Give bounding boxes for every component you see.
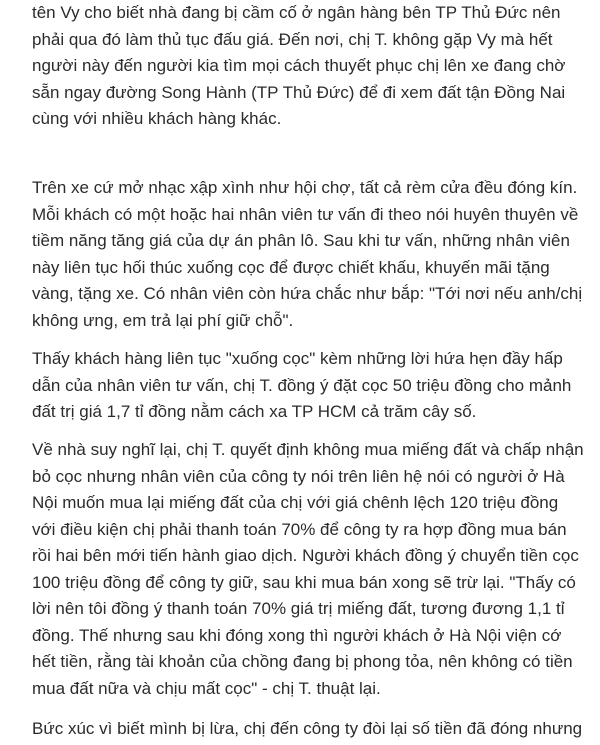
- text-line: đất trị giá 1,7 tỉ đồng nằm cách xa TP HCM cả trăm cây số.: [32, 402, 477, 421]
- paragraph-2: [32, 175, 582, 334]
- paragraph-5: [32, 716, 582, 743]
- text-line: Mỗi khách có một hoặc hai nhân viên tư vấn đi theo nói huyên thuyên về: [32, 204, 579, 224]
- text-line: cùng với nhiều khách hàng khác.: [32, 109, 282, 128]
- text-line: sẵn ngay đường Song Hành (TP Thủ Đức) để đi xem đất tận Đồng Nai: [32, 82, 566, 102]
- paragraph-1: [32, 0, 565, 133]
- text-line: với điều kiện chị phải thanh toán 70% để công ty ra hợp đồng mua bán: [32, 519, 567, 539]
- text-line: này liên tục hối thúc xuống cọc để được chiết khấu, khuyến mãi tặng: [32, 257, 550, 277]
- text-line: vàng, tặng xe. Có nhân viên còn hứa chắc như bắp: "Tới nơi nếu anh/chị: [32, 284, 583, 303]
- text-line: 100 triệu đồng để công ty giữ, sau khi mua bán xong sẽ trừ lại. "Thấy có: [32, 572, 576, 592]
- text-line: phải qua đó làm thủ tục đấu giá. Đến nơi, chị T. không gặp Vy mà hết: [32, 29, 553, 49]
- text-line: Nội muốn mua lại miếng đất của chị với giá chênh lệch 120 triệu đồng: [32, 493, 559, 512]
- text-line: Trên xe cứ mở nhạc xập xình như hội chợ, tất cả rèm cửa đều đóng kín.: [32, 178, 578, 197]
- text-line: tên Vy cho biết nhà đang bị cầm cố ở ngân hàng bên TP Thủ Đức nên: [32, 3, 561, 22]
- text-line: Thấy khách hàng liên tục "xuống cọc" kèm những lời hứa hẹn đầy hấp: [32, 349, 563, 368]
- paragraph-3: [32, 346, 571, 426]
- text-line: không ưng, em trả lại phí giữ chỗ".: [32, 310, 294, 330]
- text-line: dẫn của nhân viên tư vấn, chị T. đồng ý đặt cọc 50 triệu đồng cho mảnh: [32, 375, 572, 395]
- paragraph-4: [32, 437, 584, 702]
- text-line: người này đến người kia tìm mọi cách thuyết phục chị lên xe đang chờ: [32, 56, 566, 75]
- text-line: mua đất nữa và chịu mất cọc" - chị T. thuật lại.: [32, 678, 381, 698]
- text-line: đồng. Thế nhưng sau khi đóng xong thì người khách ở Hà Nội viện cớ: [32, 625, 562, 645]
- text-line: Về nhà suy nghĩ lại, chị T. quyết định không mua miếng đất và chấp nhận: [32, 440, 584, 459]
- text-line: rồi hai bên mới tiến hành giao dịch. Người khách đồng ý chuyển tiền cọc: [32, 546, 579, 565]
- text-line: tiềm năng tăng giá của dự án phân lô. Sau khi tư vấn, những nhân viên: [32, 231, 570, 250]
- text-line: lời nên tôi đồng ý thanh toán 70% giá trị miếng đất, tương đương 1,1 tỉ: [32, 599, 565, 618]
- text-line: hết tiền, rằng tài khoản của chồng đang bị phong tỏa, nên không có tiền: [32, 652, 573, 671]
- text-line: Bức xúc vì biết mình bị lừa, chị đến công ty đòi lại số tiền đã đóng nhưng: [32, 719, 583, 738]
- text-line: bỏ cọc nhưng nhân viên của công ty nói trên liên hệ nói có người ở Hà: [32, 466, 565, 486]
